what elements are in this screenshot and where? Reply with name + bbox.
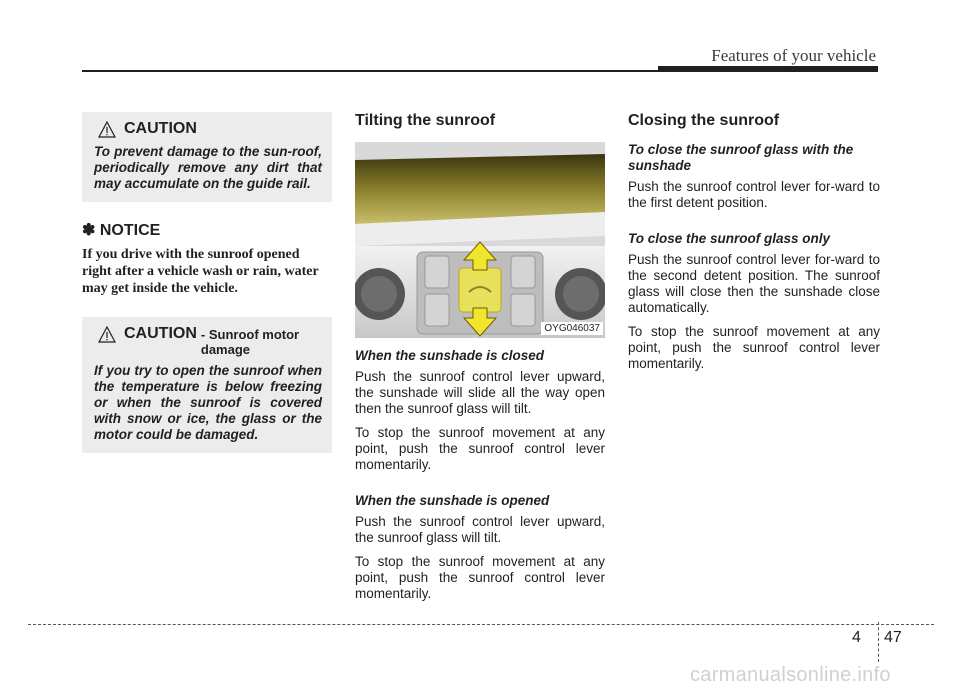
caution-text: To prevent damage to the sun-roof, periodically remove any dirt that may accumulate on the guide rail.	[94, 144, 322, 191]
paragraph: Push the sunroof control lever for-ward to the second detent position. The sunroof glass will close then the sunshade close automatically.	[628, 252, 880, 315]
caution-box-guide-rail	[82, 112, 332, 202]
column-right	[628, 112, 880, 380]
paragraph: To stop the sunroof movement at any point, push the sunroof control lever momentarily.	[355, 554, 605, 601]
paragraph: Push the sunroof control lever upward, the sunroof glass will tilt.	[355, 514, 605, 545]
subheading-close-glass-only: To close the sunroof glass only	[628, 231, 831, 246]
paragraph: Push the sunroof control lever upward, the sunshade will slide all the way open then the sunroof glass will tilt.	[355, 369, 605, 416]
warning-triangle-icon	[98, 121, 116, 138]
subheading-sunshade-opened: When the sunshade is opened	[355, 493, 550, 508]
header-title: Features of your vehicle	[711, 46, 876, 65]
warning-triangle-icon	[98, 326, 116, 343]
subheading-sunshade-closed: When the sunshade is closed	[355, 348, 545, 363]
section-title-closing: Closing the sunroof	[628, 112, 780, 129]
caution-text: If you try to open the sunroof when the temperature is below freezing or when the sunroof is covered with snow or ice, the glass or the motor could be damaged.	[94, 363, 322, 442]
chapter-number: 4	[852, 629, 861, 646]
header-rule-accent	[658, 66, 878, 72]
caution-label: CAUTION	[124, 325, 197, 342]
caution-heading	[94, 120, 322, 138]
footer-divider	[878, 622, 879, 662]
sunroof-control-illustration	[355, 142, 605, 338]
caution-box-motor-damage	[82, 317, 332, 453]
column-left	[82, 112, 332, 453]
subheading-close-with-sunshade: To close the sunroof glass with the sunshade	[628, 142, 854, 173]
caution-label: CAUTION	[124, 120, 197, 137]
image-code: OYG046037	[541, 322, 603, 335]
overhead-console-image	[355, 142, 605, 338]
notice-text: If you drive with the sunroof opened right after a vehicle wash or rain, water may get inside the vehicle.	[82, 247, 319, 296]
paragraph: To stop the sunroof movement at any point, push the sunroof control lever momentarily.	[355, 425, 605, 472]
notice-heading: ✽ NOTICE	[82, 222, 161, 239]
page-number: 47	[884, 629, 902, 646]
column-middle	[355, 112, 605, 610]
section-title-tilting: Tilting the sunroof	[355, 112, 496, 129]
caution-heading	[94, 325, 322, 357]
paragraph: To stop the sunroof movement at any point, push the sunroof control lever momentarily.	[628, 324, 880, 371]
caution-subheading: - Sunroof motor damage	[200, 327, 300, 357]
paragraph: Push the sunroof control lever for-ward to the first detent position.	[628, 179, 880, 210]
watermark: carmanualsonline.info	[690, 664, 891, 686]
footer-rule	[28, 624, 934, 625]
